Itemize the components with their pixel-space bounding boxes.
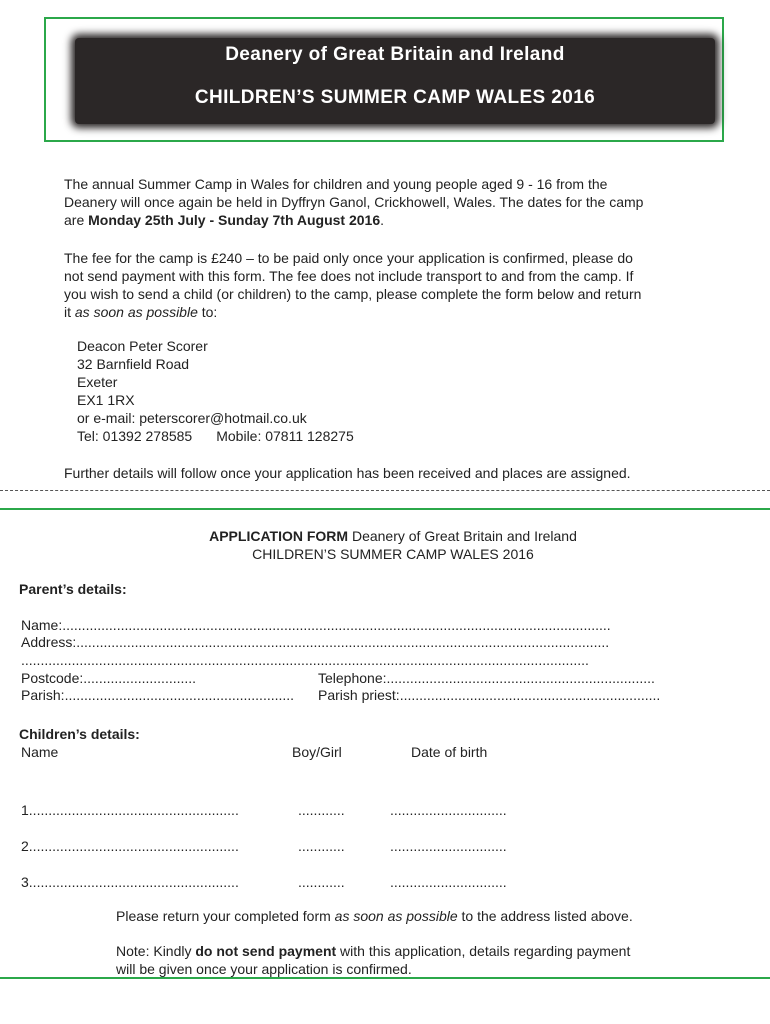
- return-instructions: Please return your completed form as soon as possible to the address listed above.: [116, 908, 633, 924]
- intro-line: The annual Summer Camp in Wales for children and young people aged 9 - 16 from the: [64, 176, 608, 192]
- column-header-dob: Date of birth: [411, 744, 488, 760]
- camp-dates: Monday 25th July - Sunday 7th August 2016: [88, 212, 381, 228]
- address-street: 32 Barnfield Road: [77, 356, 190, 372]
- parents-heading: Parent’s details:: [19, 581, 127, 597]
- payment-note: Note: Kindly do not send payment with this application, details regarding payment will be given once your application is confirmed.: [116, 943, 631, 977]
- child-dob-field[interactable]: ..............................: [390, 838, 507, 854]
- child-dob-field[interactable]: ..............................: [390, 802, 507, 818]
- header-title: Deanery of Great Britain and Ireland: [225, 44, 565, 65]
- address-name: Deacon Peter Scorer: [77, 338, 208, 354]
- parish-priest-field[interactable]: Parish priest:...................................................................: [318, 687, 661, 703]
- postcode-field[interactable]: Postcode:.............................: [21, 670, 197, 686]
- address-block: [77, 337, 677, 445]
- child-boy-girl-field[interactable]: ............: [298, 838, 345, 854]
- intro-line: you wish to send a child (or children) to the camp, please complete the form below and return: [64, 286, 642, 302]
- further-details: Further details will follow once your application has been received and places are assigned.: [64, 465, 631, 481]
- column-header-boy-girl: Boy/Girl: [292, 744, 342, 760]
- child-boy-girl-field[interactable]: ............: [298, 802, 345, 818]
- intro-line: Deanery will once again be held in Dyffryn Ganol, Crickhowell, Wales. The dates for the camp: [64, 194, 644, 210]
- column-header-name: Name: [21, 744, 59, 760]
- address-email: or e-mail: peterscorer@hotmail.co.uk: [77, 410, 307, 426]
- telephone-field[interactable]: Telephone:.....................................................................: [318, 670, 655, 686]
- intro-line: it as soon as possible to:: [64, 304, 218, 320]
- parent-address-field-2[interactable]: ..................................................................................................................................................: [21, 652, 589, 668]
- intro-line: are Monday 25th July - Sunday 7th August 2016.: [64, 212, 384, 228]
- child-name-field[interactable]: 3......................................................: [21, 874, 239, 890]
- children-heading: Children’s details:: [19, 726, 140, 742]
- form-top-divider: [0, 508, 770, 510]
- intro-line: not send payment with this form. The fee does not include transport to and from the camp. If: [64, 268, 634, 284]
- intro-paragraph-1: [64, 175, 724, 229]
- form-title: APPLICATION FORM Deanery of Great Britain and Ireland: [209, 528, 577, 544]
- child-dob-field[interactable]: ..............................: [390, 874, 507, 890]
- child-boy-girl-field[interactable]: ............: [298, 874, 345, 890]
- child-name-field[interactable]: 2......................................................: [21, 838, 239, 854]
- parent-address-field[interactable]: Address:.........................................................................................................................................: [21, 634, 610, 650]
- header-subtitle: CHILDREN’S SUMMER CAMP WALES 2016: [194, 87, 596, 108]
- intro-line: The fee for the camp is £240 – to be paid only once your application is confirmed, please do: [64, 250, 633, 266]
- header-banner: [75, 38, 715, 124]
- address-tel: Tel: 01392 278585: [77, 428, 193, 444]
- address-postcode: EX1 1RX: [77, 392, 135, 408]
- form-bottom-divider: [0, 977, 770, 979]
- form-subtitle: CHILDREN’S SUMMER CAMP WALES 2016: [252, 546, 534, 562]
- cut-line: [0, 490, 770, 491]
- address-mobile: Mobile: 07811 128275: [216, 428, 354, 444]
- parish-field[interactable]: Parish:...........................................................: [21, 687, 295, 703]
- address-phone: [77, 427, 677, 445]
- child-name-field[interactable]: 1......................................................: [21, 802, 239, 818]
- address-city: Exeter: [77, 374, 118, 390]
- intro-paragraph-2: [64, 249, 724, 321]
- parent-name-field[interactable]: Name:.............................................................................................................................................: [21, 617, 611, 633]
